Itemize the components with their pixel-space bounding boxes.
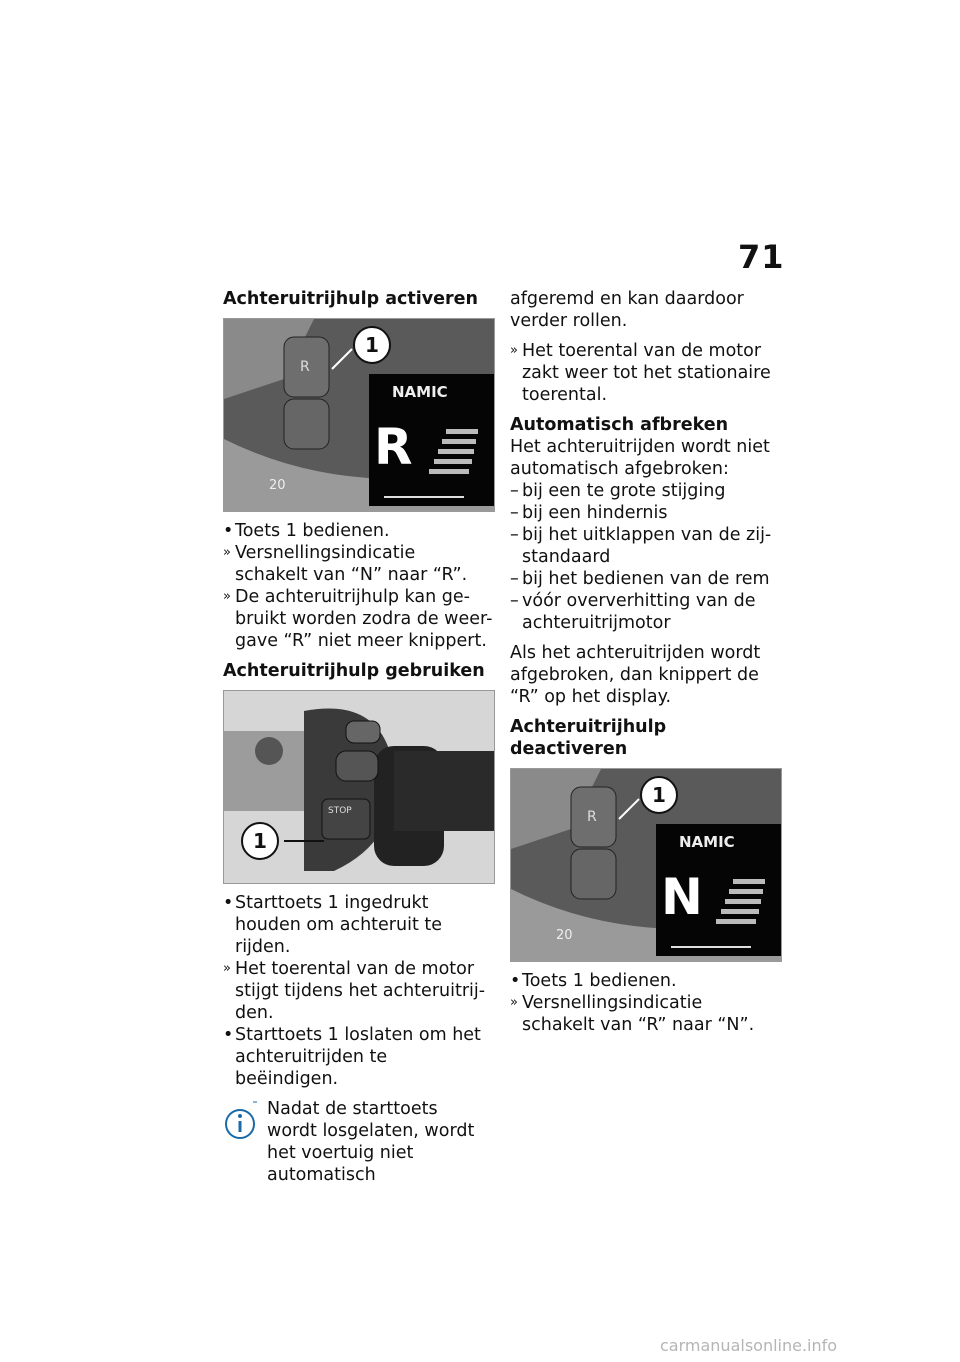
abort-paragraph: Als het achteruitrijden wordt afgebroken, dan knippert de “R” op het display. (510, 643, 761, 707)
dial-number: 20 (556, 928, 573, 943)
svg-text:R: R (587, 809, 597, 825)
list-item: – bij het uitklappen van de zij-standaard (510, 524, 780, 568)
stop-label: STOP (328, 806, 352, 816)
continuation-text: afgeremd en kan daardoor verder rollen. (510, 289, 744, 331)
dial-number: 20 (269, 478, 286, 493)
step-press-button: • Toets 1 bedienen. (223, 520, 493, 542)
left-column (223, 288, 493, 1194)
svg-text:R: R (300, 359, 310, 375)
info-note (223, 1098, 493, 1186)
figure-dashboard-n (510, 768, 782, 962)
note-text: Nadat de starttoets wordt losgelaten, wordt het voertuig niet automatisch (267, 1099, 475, 1185)
result-usable: » De achteruitrijhulp kan ge-bruikt worden zodra de weer-gave “R” niet meer knippert. (223, 586, 493, 652)
abort-list (510, 480, 780, 634)
list-item: – bij een te grote stijging (510, 480, 780, 502)
display-mode-label: NAMIC (392, 383, 448, 401)
step-release-start: • Starttoets 1 loslaten om het achteruitrijden te beëindigen. (223, 1024, 493, 1090)
heading-afbreken: Automatisch afbreken (510, 415, 729, 435)
heading-activeren: Achteruitrijhulp activeren (223, 289, 479, 309)
display-gear-r: R (374, 418, 413, 476)
step-hold-start: • Starttoets 1 ingedrukt houden om achteruit te rijden. (223, 892, 493, 958)
callout-1: 1 (652, 783, 666, 807)
page-number: 71 (738, 238, 785, 276)
figure-dashboard-r (223, 318, 495, 512)
result-gear-switch: » Versnellingsindicatie schakelt van “R” naar “N”. (510, 992, 780, 1036)
result-gear-switch: » Versnellingsindicatie schakelt van “N” naar “R”. (223, 542, 493, 586)
callout-1: 1 (365, 333, 379, 357)
step-press-button: • Toets 1 bedienen. (510, 970, 780, 992)
abort-intro: Het achteruitrijden wordt niet automatisch afgebroken: (510, 437, 770, 479)
result-rpm-drop: » Het toerental van de motor zakt weer tot het stationaire toerental. (510, 340, 780, 406)
list-item: – bij een hindernis (510, 502, 780, 524)
figure-handlebar-start (223, 690, 495, 884)
watermark: carmanualsonline.info (660, 1336, 838, 1355)
list-item: – bij het bedienen van de rem (510, 568, 780, 590)
callout-1: 1 (253, 829, 267, 853)
display-mode-label: NAMIC (679, 833, 735, 851)
heading-gebruiken: Achteruitrijhulp gebruiken (223, 661, 485, 681)
right-column (510, 288, 780, 1044)
list-item: – vóór oververhitting van de achteruitrijmotor (510, 590, 780, 634)
heading-deactiveren: Achteruitrijhulp deactiveren (510, 717, 667, 759)
display-gear-n: N (661, 868, 703, 926)
info-icon (223, 1100, 257, 1140)
result-rpm-rise: » Het toerental van de motor stijgt tijdens het achteruitrij-den. (223, 958, 493, 1024)
